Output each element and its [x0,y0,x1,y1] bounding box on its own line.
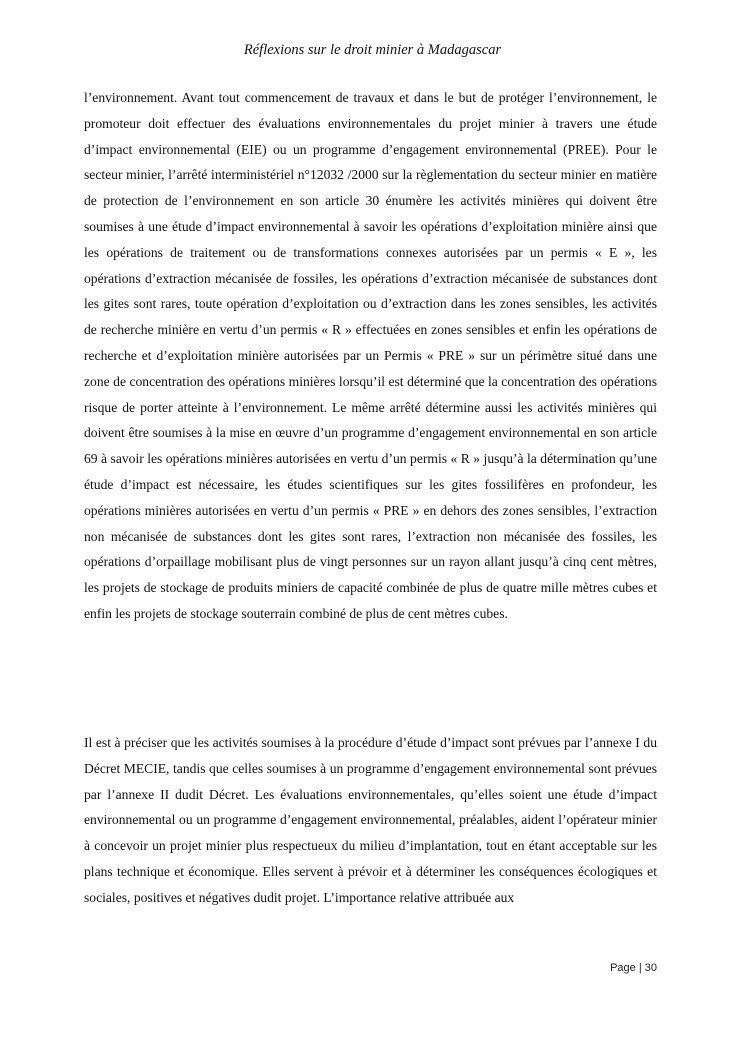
running-header: Réflexions sur le droit minier à Madagascar [243,42,502,58]
body-paragraph-1: l’environnement. Avant tout commencement de travaux et dans le but de protéger l’environnement, le promoteur doit effectuer des évaluations environnementales du projet minier à travers une étude d’impact environnemental (EIE) ou un programme d’engagement environnemental (PREE). Pour le secteur minier, l’arrêté interministériel n°12032 /2000 sur la règlementation du secteur minier en matière de protection de l’environnement en son article 30 énumère les activités minières qui doivent être soumises à une étude d’impact environnemental à savoir les opérations d’exploitation minière ainsi que les opérations de traitement ou de transformations connexes autorisées par un permis « E », les opérations d’extraction mécanisée de fossiles, les opérations d’extraction mécanisée de substances dont les gites sont rares, toute opération d’exploitation ou d’extraction dans les zones sensibles, les activités de recherche minière en vertu d’un permis « R » effectuées en zones sensibles et enfin les opérations de recherche et d’exploitation minière autorisées par un Permis « PRE » sur un périmètre situé dans une zone de concentration des opérations minières lorsqu’il est déterminé que la concentration des opérations risque de porter atteinte à l’environnement. Le même arrêté détermine aussi les activités minières qui doivent être soumises à la mise en œuvre d’un programme d’engagement environnemental en son article 69 à savoir les opérations minières autorisées en vertu d’un permis « R » jusqu’à la détermination qu’une étude d’impact est nécessaire, les études scientifiques sur les gites fossilifères en profondeur, les opérations minières autorisées en vertu d’un permis « PRE » en dehors des zones sensibles, l’extraction non mécanisée de substances dont les gites sont rares, l’extraction non mécanisée des fossiles, les opérations d’orpaillage mobilisant plus de vingt personnes sur un rayon allant jusqu’à cinq cent mètres, les projets de stockage de produits miniers de capacité combinée de plus de quatre mille mètres cubes et enfin les projets de stockage souterrain combiné de plus de cent mètres cubes. [84,90,657,621]
page-number: Page | 30 [610,962,657,974]
body-paragraph-2: Il est à préciser que les activités soumises à la procédure d’étude d’impact sont prévues par l’annexe I du Décret MECIE, tandis que celles soumises à un programme d’engagement environnemental sont prévues par l’annexe II dudit Décret. Les évaluations environnementales, qu’elles soient une étude d’impact environnemental ou un programme d’engagement environnemental, préalables, aident l’opérateur minier à concevoir un projet minier plus respectueux du milieu d’implantation, tout en étant acceptable sur les plans technique et économique. Elles servent à prévoir et à déterminer les conséquences écologiques et sociales, positives et négatives dudit projet. L’importance relative attribuée aux [84,735,657,905]
